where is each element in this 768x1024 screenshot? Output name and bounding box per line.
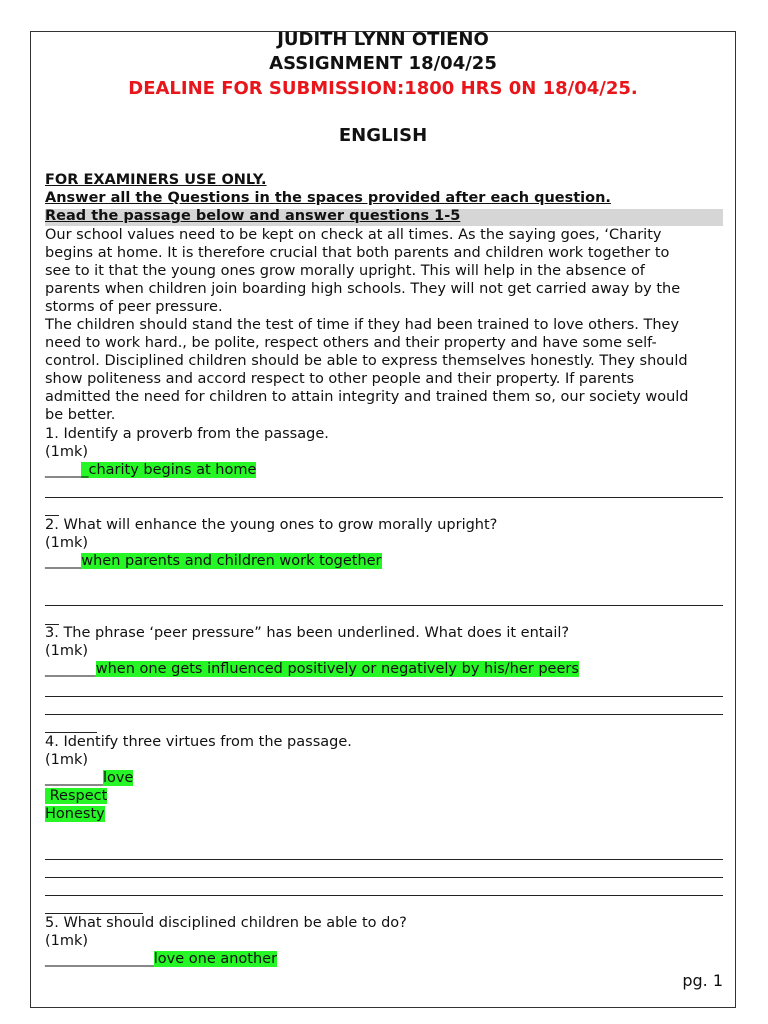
- answer-line-stub: [45, 732, 97, 733]
- answer-highlight: _charity begins at home: [81, 462, 257, 478]
- passage-line: storms of peer pressure.: [45, 299, 223, 315]
- student-name: JUDITH LYNN OTIENO: [277, 29, 489, 50]
- answer-line-stub: [45, 913, 143, 914]
- answer-all-instruction: Answer all the Questions in the spaces provided after each question.: [45, 190, 611, 206]
- answer-line-stub: [45, 515, 59, 516]
- assignment-title: ASSIGNMENT 18/04/25: [269, 53, 497, 74]
- answer-highlight: Respect: [45, 788, 108, 804]
- question-5-text: 5. What should disciplined children be able to do?: [45, 915, 407, 931]
- answer-line: [45, 696, 723, 697]
- answer-highlight: love one another: [153, 951, 278, 967]
- question-1-marks: (1mk): [45, 444, 89, 460]
- passage-line: begins at home. It is therefore crucial that both parents and children work together to: [45, 245, 670, 261]
- passage-line: Our school values need to be kept on check at all times. As the saying goes, ‘Charity: [45, 227, 662, 243]
- passage-line: admitted the need for children to attain integrity and trained them so, our society would: [45, 389, 689, 405]
- answer-highlight: when one gets influenced positively or negatively by his/her peers: [95, 661, 579, 677]
- question-3-marks: (1mk): [45, 643, 89, 659]
- question-1-text: 1. Identify a proverb from the passage.: [45, 426, 329, 442]
- answer-line: [45, 605, 723, 606]
- question-4-answer-2: [45, 788, 107, 804]
- passage-line: see to it that the young ones grow morally upright. This will help in the absence of: [45, 263, 645, 279]
- question-2-text: 2. What will enhance the young ones to grow morally upright?: [45, 517, 498, 533]
- passage-line: The children should stand the test of time if they had been trained to love others. They: [45, 317, 680, 333]
- question-4-marks: (1mk): [45, 752, 89, 768]
- passage-line: show politeness and accord respect to other people and their property. If parents: [45, 371, 635, 387]
- question-4-text: 4. Identify three virtues from the passage.: [45, 734, 352, 750]
- passage-instruction: Read the passage below and answer questions 1-5: [45, 208, 461, 224]
- submission-deadline: DEALINE FOR SUBMISSION:1800 HRS 0N 18/04/25.: [128, 78, 638, 99]
- subject-title: ENGLISH: [338, 125, 428, 146]
- passage-line: be better.: [45, 407, 116, 423]
- answer-line: [45, 859, 723, 860]
- question-3-text: 3. The phrase ‘peer pressure” has been underlined. What does it entail?: [45, 625, 570, 641]
- question-2-marks: (1mk): [45, 535, 89, 551]
- passage-line: control. Disciplined children should be able to express themselves honestly. They should: [45, 353, 688, 369]
- question-2-answer: _____when parents and children work together: [45, 553, 382, 569]
- question-4-answer-3: [45, 806, 105, 822]
- answer-line: [45, 895, 723, 896]
- question-3-answer: _______when one gets influenced positively or negatively by his/her peers: [45, 661, 579, 677]
- answer-highlight: Honesty: [45, 806, 105, 822]
- answer-highlight: when parents and children work together: [81, 553, 382, 569]
- answer-highlight: love: [103, 770, 134, 786]
- page-number: pg. 1: [682, 971, 723, 990]
- question-4-answer: ________love: [45, 770, 134, 786]
- passage-line: parents when children join boarding high schools. They will not get carried away by the: [45, 281, 681, 297]
- question-5-answer: _______________love one another: [45, 951, 278, 967]
- question-1-answer: ______charity begins at home: [45, 462, 257, 478]
- answer-line: [45, 877, 723, 878]
- passage-line: need to work hard., be polite, respect others and their property and have some self-: [45, 335, 657, 351]
- examiners-note: FOR EXAMINERS USE ONLY.: [45, 172, 267, 188]
- answer-line: [45, 497, 723, 498]
- question-5-marks: (1mk): [45, 933, 89, 949]
- answer-line: [45, 714, 723, 715]
